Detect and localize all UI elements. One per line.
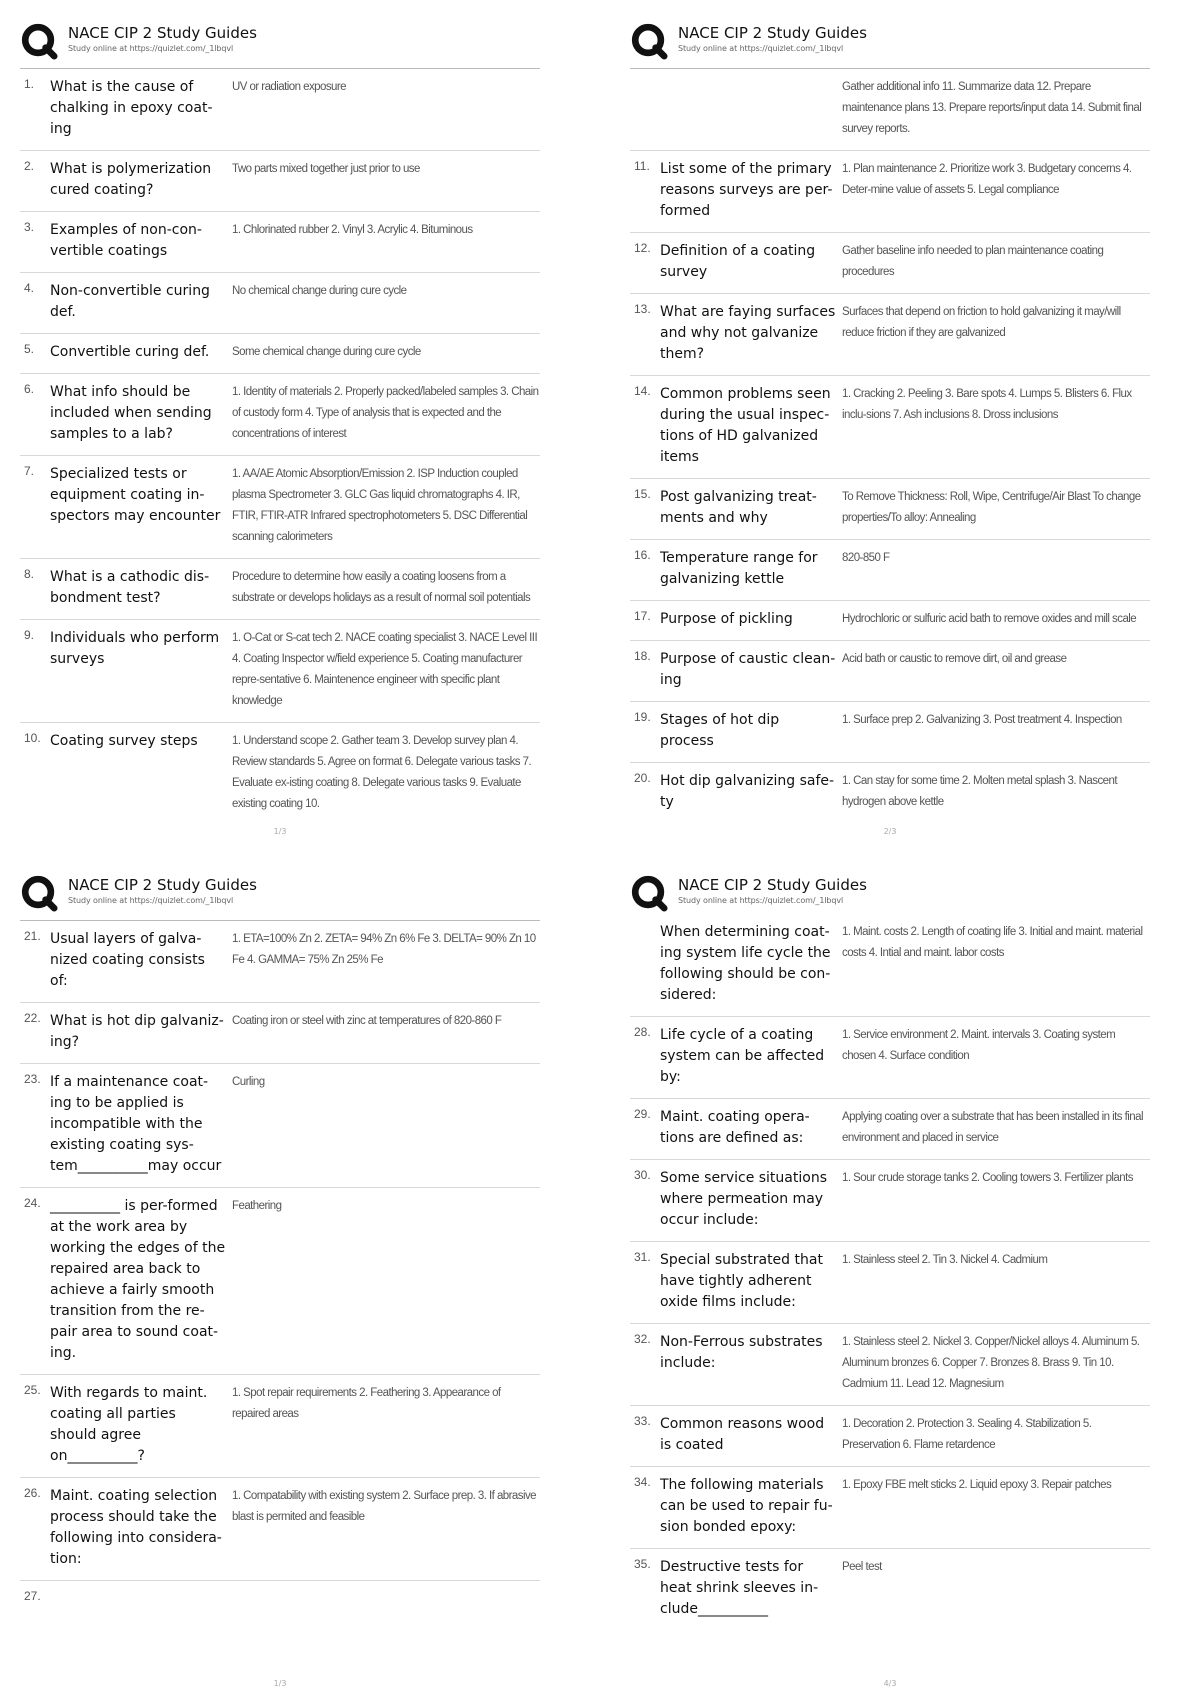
card-number: 3.: [24, 220, 35, 234]
card-list: [20, 921, 540, 1613]
card-row: [20, 456, 540, 559]
card-number: 34.: [634, 1475, 651, 1489]
card-list: [630, 69, 1150, 823]
quizlet-logo-icon: [20, 22, 58, 60]
card-term: With regards to maint. coating all parties should agree on__________?: [50, 1385, 208, 1464]
card-definition: Gather baseline info needed to plan maintenance coating procedures: [842, 245, 1104, 278]
card-list: [630, 914, 1150, 1630]
card-definition: 1. Can stay for some time 2. Molten metal splash 3. Nascent hydrogen above kettle: [842, 775, 1117, 808]
card-term: Coating survey steps: [50, 733, 198, 749]
card-definition: 1. Spot repair requirements 2. Feathering 3. Appearance of repaired areas: [232, 1387, 501, 1420]
study-page-4: [610, 862, 1170, 1702]
card-row: [630, 1324, 1150, 1406]
card-row: [630, 1160, 1150, 1242]
card-number: 31.: [634, 1250, 651, 1264]
card-term: Specialized tests or equipment coating in-spectors may encounter: [50, 466, 221, 524]
card-definition: Surfaces that depend on friction to hold galvanizing it may/will reduce friction if they are galvanized: [842, 306, 1121, 339]
card-term: Maint. coating selection process should take the following into considera-tion:: [50, 1488, 222, 1567]
card-term: Post galvanizing treat-ments and why: [660, 489, 817, 526]
card-number: 30.: [634, 1168, 651, 1182]
page-subtitle-link[interactable]: Study online at https://quizlet.com/_1lbqvl: [678, 44, 844, 53]
card-term: Life cycle of a coating system can be affected by:: [660, 1027, 825, 1085]
card-definition: 1. ETA=100% Zn 2. ZETA= 94% Zn 6% Fe 3. DELTA= 90% Zn 10 Fe 4. GAMMA= 75% Zn 25% Fe: [232, 933, 536, 966]
card-term: What is the cause of chalking in epoxy coat-ing: [50, 79, 213, 137]
card-row: [630, 479, 1150, 540]
card-definition: Peel test: [842, 1561, 882, 1573]
card-definition: 1. Stainless steel 2. Tin 3. Nickel 4. Cadmium: [842, 1254, 1048, 1266]
card-number: 35.: [634, 1557, 651, 1571]
study-page-2: [610, 10, 1170, 850]
card-definition: 1. Epoxy FBE melt sticks 2. Liquid epoxy 3. Repair patches: [842, 1479, 1112, 1491]
card-definition: 1. O-Cat or S-cat tech 2. NACE coating specialist 3. NACE Level III 4. Coating Inspector w/field experience 5. Coating manufacturer repre-sentative 6. Maintenence engineer with specific plant knowledge: [232, 632, 538, 707]
study-page-1: [0, 10, 560, 850]
card-row: [630, 1099, 1150, 1160]
card-term: [50, 1589, 232, 1603]
card-definition: 1. Compatability with existing system 2. Surface prep. 3. If abrasive blast is permited and feasible: [232, 1490, 537, 1523]
page-subtitle-link[interactable]: Study online at https://quizlet.com/_1lbqvl: [678, 896, 844, 905]
card-definition: Some chemical change during cure cycle: [232, 346, 421, 358]
card-definition: 1. Surface prep 2. Galvanizing 3. Post treatment 4. Inspection: [842, 714, 1122, 726]
card-term: Usual layers of galva-nized coating consists of:: [50, 931, 205, 989]
card-number: 17.: [634, 609, 651, 623]
card-term: What are faying surfaces and why not galvanize them?: [660, 304, 836, 362]
page-number: 2/3: [883, 827, 897, 836]
card-term: Purpose of pickling: [660, 611, 793, 627]
card-row: [20, 1064, 540, 1188]
card-row: [630, 1467, 1150, 1549]
card-row: [20, 620, 540, 723]
card-number: 24.: [24, 1196, 41, 1210]
card-term: Common reasons wood is coated: [660, 1416, 825, 1453]
card-number: 11.: [634, 159, 650, 173]
card-row: [20, 212, 540, 273]
card-term: Individuals who perform surveys: [50, 630, 220, 667]
card-definition: Acid bath or caustic to remove dirt, oil and grease: [842, 653, 1067, 665]
card-list: [20, 69, 540, 825]
card-number: 15.: [634, 487, 651, 501]
card-number: 23.: [24, 1072, 41, 1086]
page-number: 1/3: [273, 1679, 287, 1688]
card-definition: No chemical change during cure cycle: [232, 285, 407, 297]
card-number: 33.: [634, 1414, 651, 1428]
page-title: NACE CIP 2 Study Guides: [678, 24, 867, 42]
card-term: What is polymerization cured coating?: [50, 161, 212, 198]
card-number: [630, 922, 660, 1006]
page-header: [630, 862, 1150, 914]
card-definition: Procedure to determine how easily a coating loosens from a substrate or develops holidays as a result of normal soil potentials: [232, 571, 531, 604]
card-row: [630, 1406, 1150, 1467]
card-definition: Curling: [232, 1076, 265, 1088]
card-definition: 1. AA/AE Atomic Absorption/Emission 2. ISP Induction coupled plasma Spectrometer 3. GLC Gas liquid chromatographs 4. IR, FTIR, FTIR-ATR Infrared spectrophotometers 5. DSC Differential scanning calorimeters: [232, 468, 528, 543]
card-term: Common problems seen during the usual inspec-tions of HD galvanized items: [660, 386, 831, 465]
card-number: 4.: [24, 281, 35, 295]
card-number: 25.: [24, 1383, 41, 1397]
card-row: [20, 334, 540, 374]
card-definition: 1. Cracking 2. Peeling 3. Bare spots 4. Lumps 5. Blisters 6. Flux inclu-sions 7. Ash inclusions 8. Dross inclusions: [842, 388, 1132, 421]
card-row: [630, 914, 1150, 1017]
study-page-3: [0, 862, 560, 1702]
card-number: 16.: [634, 548, 651, 562]
card-definition: 1. Service environment 2. Maint. intervals 3. Coating system chosen 4. Surface condition: [842, 1029, 1116, 1062]
card-term: What is hot dip galvaniz-ing?: [50, 1013, 224, 1050]
card-number: 20.: [634, 771, 651, 785]
card-definition: Hydrochloric or sulfuric acid bath to remove oxides and mill scale: [842, 613, 1137, 625]
card-row: [630, 601, 1150, 641]
card-number: 5.: [24, 342, 35, 356]
page-subtitle-link[interactable]: Study online at https://quizlet.com/_1lbqvl: [68, 896, 234, 905]
card-row: [20, 1188, 540, 1375]
card-definition: Coating iron or steel with zinc at temperatures of 820-860 F: [232, 1015, 502, 1027]
card-number: 2.: [24, 159, 35, 173]
card-definition: Applying coating over a substrate that has been installed in its final environment and placed in service: [842, 1111, 1143, 1144]
quizlet-logo-icon: [630, 22, 668, 60]
card-number: 18.: [634, 649, 651, 663]
card-definition: Feathering: [232, 1200, 282, 1212]
card-row: [630, 540, 1150, 601]
card-term: What is a cathodic dis-bondment test?: [50, 569, 210, 606]
page-number: 1/3: [273, 827, 287, 836]
card-row: [20, 273, 540, 334]
card-row: [20, 1581, 540, 1613]
page-title: NACE CIP 2 Study Guides: [678, 876, 867, 894]
card-number: 13.: [634, 302, 651, 316]
card-definition: UV or radiation exposure: [232, 81, 347, 93]
card-row: [630, 641, 1150, 702]
card-term: __________ is per-formed at the work area by working the edges of the repaired area back to achieve a fairly smooth transition from the re-pair area to sound coat-ing.: [50, 1198, 226, 1361]
card-term: Destructive tests for heat shrink sleeves in-clude__________: [660, 1559, 819, 1617]
card-row: [20, 1478, 540, 1581]
card-row: [20, 69, 540, 151]
card-term: Purpose of caustic clean-ing: [660, 651, 836, 688]
card-number: 12.: [634, 241, 651, 255]
card-number: 14.: [634, 384, 651, 398]
card-row: [630, 376, 1150, 479]
page-subtitle-link[interactable]: Study online at https://quizlet.com/_1lbqvl: [68, 44, 234, 53]
card-number: 27.: [24, 1589, 41, 1603]
card-term: Examples of non-con-vertible coatings: [50, 222, 202, 259]
card-row: [20, 1375, 540, 1478]
card-number: 19.: [634, 710, 651, 724]
card-term: If a maintenance coat-ing to be applied is incompatible with the existing coating sys-tem__________may occur: [50, 1074, 222, 1174]
card-number: 28.: [634, 1025, 651, 1039]
card-term: Maint. coating opera-tions are defined as:: [660, 1109, 810, 1146]
card-number: 21.: [24, 929, 41, 943]
page-title: NACE CIP 2 Study Guides: [68, 876, 257, 894]
card-number: 1.: [24, 77, 35, 91]
card-row: [630, 1242, 1150, 1324]
card-definition: Gather additional info 11. Summarize data 12. Prepare maintenance plans 13. Prepare reports/input data 14. Submit final survey reports.: [842, 81, 1142, 135]
card-row: [630, 294, 1150, 376]
page-title: NACE CIP 2 Study Guides: [68, 24, 257, 42]
card-definition: [232, 1589, 540, 1603]
card-row: [20, 921, 540, 1003]
card-term: What info should be included when sending samples to a lab?: [50, 384, 212, 442]
card-row: [630, 233, 1150, 294]
quizlet-logo-icon: [630, 874, 668, 912]
card-number: 29.: [634, 1107, 651, 1121]
card-number: 7.: [24, 464, 35, 478]
card-definition: 1. Stainless steel 2. Nickel 3. Copper/Nickel alloys 4. Aluminum 5. Aluminum bronzes 6. Copper 7. Bronzes 8. Brass 9. Tin 10. Cadmium 11. Lead 12. Magnesium: [842, 1336, 1140, 1390]
card-definition: 1. Decoration 2. Protection 3. Sealing 4. Stabilization 5. Preservation 6. Flame retardence: [842, 1418, 1092, 1451]
card-definition: 820-850 F: [842, 552, 890, 564]
card-term: Convertible curing def.: [50, 344, 210, 360]
page-header: [630, 10, 1150, 62]
card-number: 22.: [24, 1011, 41, 1025]
card-definition: 1. Plan maintenance 2. Prioritize work 3. Budgetary concerns 4. Deter-mine value of assets 5. Legal compliance: [842, 163, 1132, 196]
card-definition: To Remove Thickness: Roll, Wipe, Centrifuge/Air Blast To change properties/To alloy: Annealing: [842, 491, 1141, 524]
card-row: [20, 151, 540, 212]
card-number: 10.: [24, 731, 41, 745]
card-term: Hot dip galvanizing safe-ty: [660, 773, 835, 810]
card-number: 9.: [24, 628, 35, 642]
card-term: List some of the primary reasons surveys are per-formed: [660, 161, 833, 219]
card-number: 6.: [24, 382, 35, 396]
card-term: When determining coat-ing system life cycle the following should be con-sidered:: [660, 924, 831, 1003]
card-term: Definition of a coating survey: [660, 243, 816, 280]
card-number: 32.: [634, 1332, 651, 1346]
card-term: Non-convertible curing def.: [50, 283, 210, 320]
card-term: The following materials can be used to repair fu-sion bonded epoxy:: [660, 1477, 833, 1535]
card-row-continuation: [630, 69, 1150, 151]
card-term: Stages of hot dip process: [660, 712, 780, 749]
card-row: [630, 1017, 1150, 1099]
page-number: 4/3: [883, 1679, 897, 1688]
card-definition: 1. Maint. costs 2. Length of coating life 3. Initial and maint. material costs 4. Intial and maint. labor costs: [842, 926, 1143, 959]
card-row: [20, 723, 540, 825]
card-definition: 1. Understand scope 2. Gather team 3. Develop survey plan 4. Review standards 5. Agree on format 6. Delegate various tasks 7. Evaluate ex-isting coating 8. Delegate various tasks 9. Evaluate existing coating 10.: [232, 735, 532, 810]
card-row: [630, 763, 1150, 823]
page-header: [20, 862, 540, 914]
page-header: [20, 10, 540, 62]
card-number: 8.: [24, 567, 35, 581]
card-row: [630, 702, 1150, 763]
card-number: 26.: [24, 1486, 41, 1500]
card-term: Temperature range for galvanizing kettle: [660, 550, 818, 587]
card-row: [20, 374, 540, 456]
quizlet-logo-icon: [20, 874, 58, 912]
card-row: [630, 1549, 1150, 1630]
card-row: [20, 1003, 540, 1064]
card-term: Special substrated that have tightly adherent oxide films include:: [660, 1252, 823, 1310]
card-term: Non-Ferrous substrates include:: [660, 1334, 823, 1371]
card-row: [20, 559, 540, 620]
card-definition: 1. Sour crude storage tanks 2. Cooling towers 3. Fertilizer plants: [842, 1172, 1133, 1184]
card-definition: 1. Identity of materials 2. Properly packed/labeled samples 3. Chain of custody form 4. Type of analysis that is expected and the concentrations of interest: [232, 386, 539, 440]
card-definition: 1. Chlorinated rubber 2. Vinyl 3. Acrylic 4. Bituminous: [232, 224, 473, 236]
card-row: [630, 151, 1150, 233]
card-definition: Two parts mixed together just prior to use: [232, 163, 420, 175]
card-term: Some service situations where permeation may occur include:: [660, 1170, 827, 1228]
